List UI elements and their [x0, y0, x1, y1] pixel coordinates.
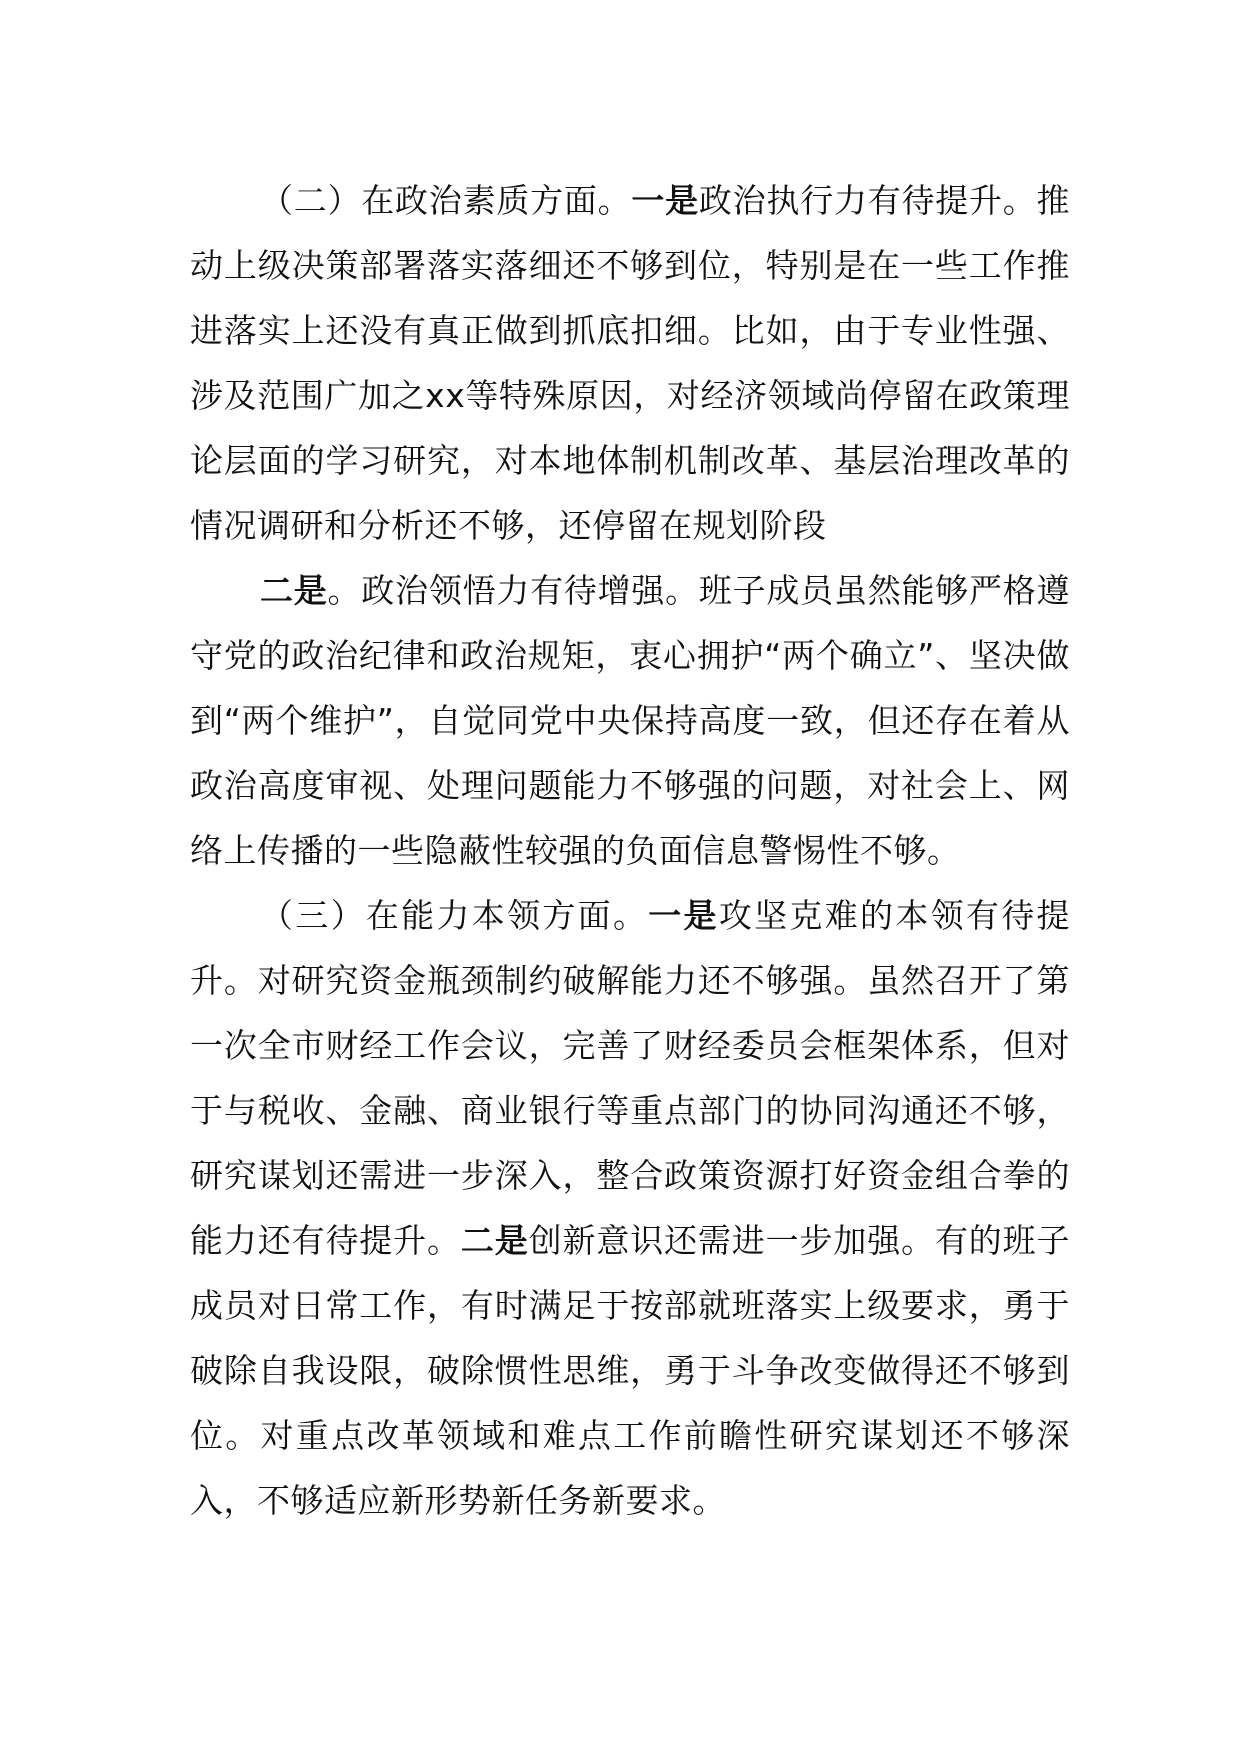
paragraph-text: 创新意识还需进一步加强。有的班子成员对日常工作，有时满足于按部就班落实上级要求，勇于破除自我设限，破除惯性思维，勇于斗争改变做得还不够到位。对重点改革领域和难点工作前瞻性研究谋划还不够深入，不够适应新形势新任务新要求。: [190, 1221, 1071, 1520]
paragraph-text: 。政治领悟力有待增强。班子成员虽然能够严格遵守党的政治纪律和政治规矩，衷心拥护“两个确立”、坚决做到“两个维护”，自觉同党中央保持高度一致，但还存在着从政治高度审视、处理问题能力不够强的问题，对社会上、网络上传播的一些隐蔽性较强的负面信息警惕性不够。: [190, 571, 1071, 870]
paragraph-text: 攻坚克难的本领有待提升。对研究资金瓶颈制约破解能力还不够强。虽然召开了第一次全市财经工作会议，完善了财经委员会框架体系，但对于与税收、金融、商业银行等重点部门的协同沟通还不够，研究谋划还需进一步深入，整合政策资源打好资金组合拳的能力还有待提升。: [190, 896, 1071, 1260]
bold-marker: 二是: [460, 1221, 529, 1260]
paragraph-capability: [190, 883, 1070, 1533]
paragraph-political-awareness: [190, 558, 1070, 883]
paragraph-text: （三）在能力本领方面。: [260, 896, 649, 935]
paragraph-text: （二）在政治素质方面。: [260, 181, 632, 220]
paragraph-political-quality: [190, 168, 1070, 558]
bold-marker: 一是: [631, 181, 699, 220]
document-body: [190, 168, 1070, 1533]
bold-marker: 一是: [648, 896, 719, 935]
bold-marker: 二是: [260, 571, 328, 610]
paragraph-text: 政治执行力有待提升。推动上级决策部署落实落细还不够到位，特别是在一些工作推进落实上还没有真正做到抓底扣细。比如，由于专业性强、涉及范围广加之xx等特殊原因，对经济领域尚停留在政策理论层面的学习研究，对本地体制机制改革、基层治理改革的情况调研和分析还不够，还停留在规划阶段: [190, 181, 1071, 545]
